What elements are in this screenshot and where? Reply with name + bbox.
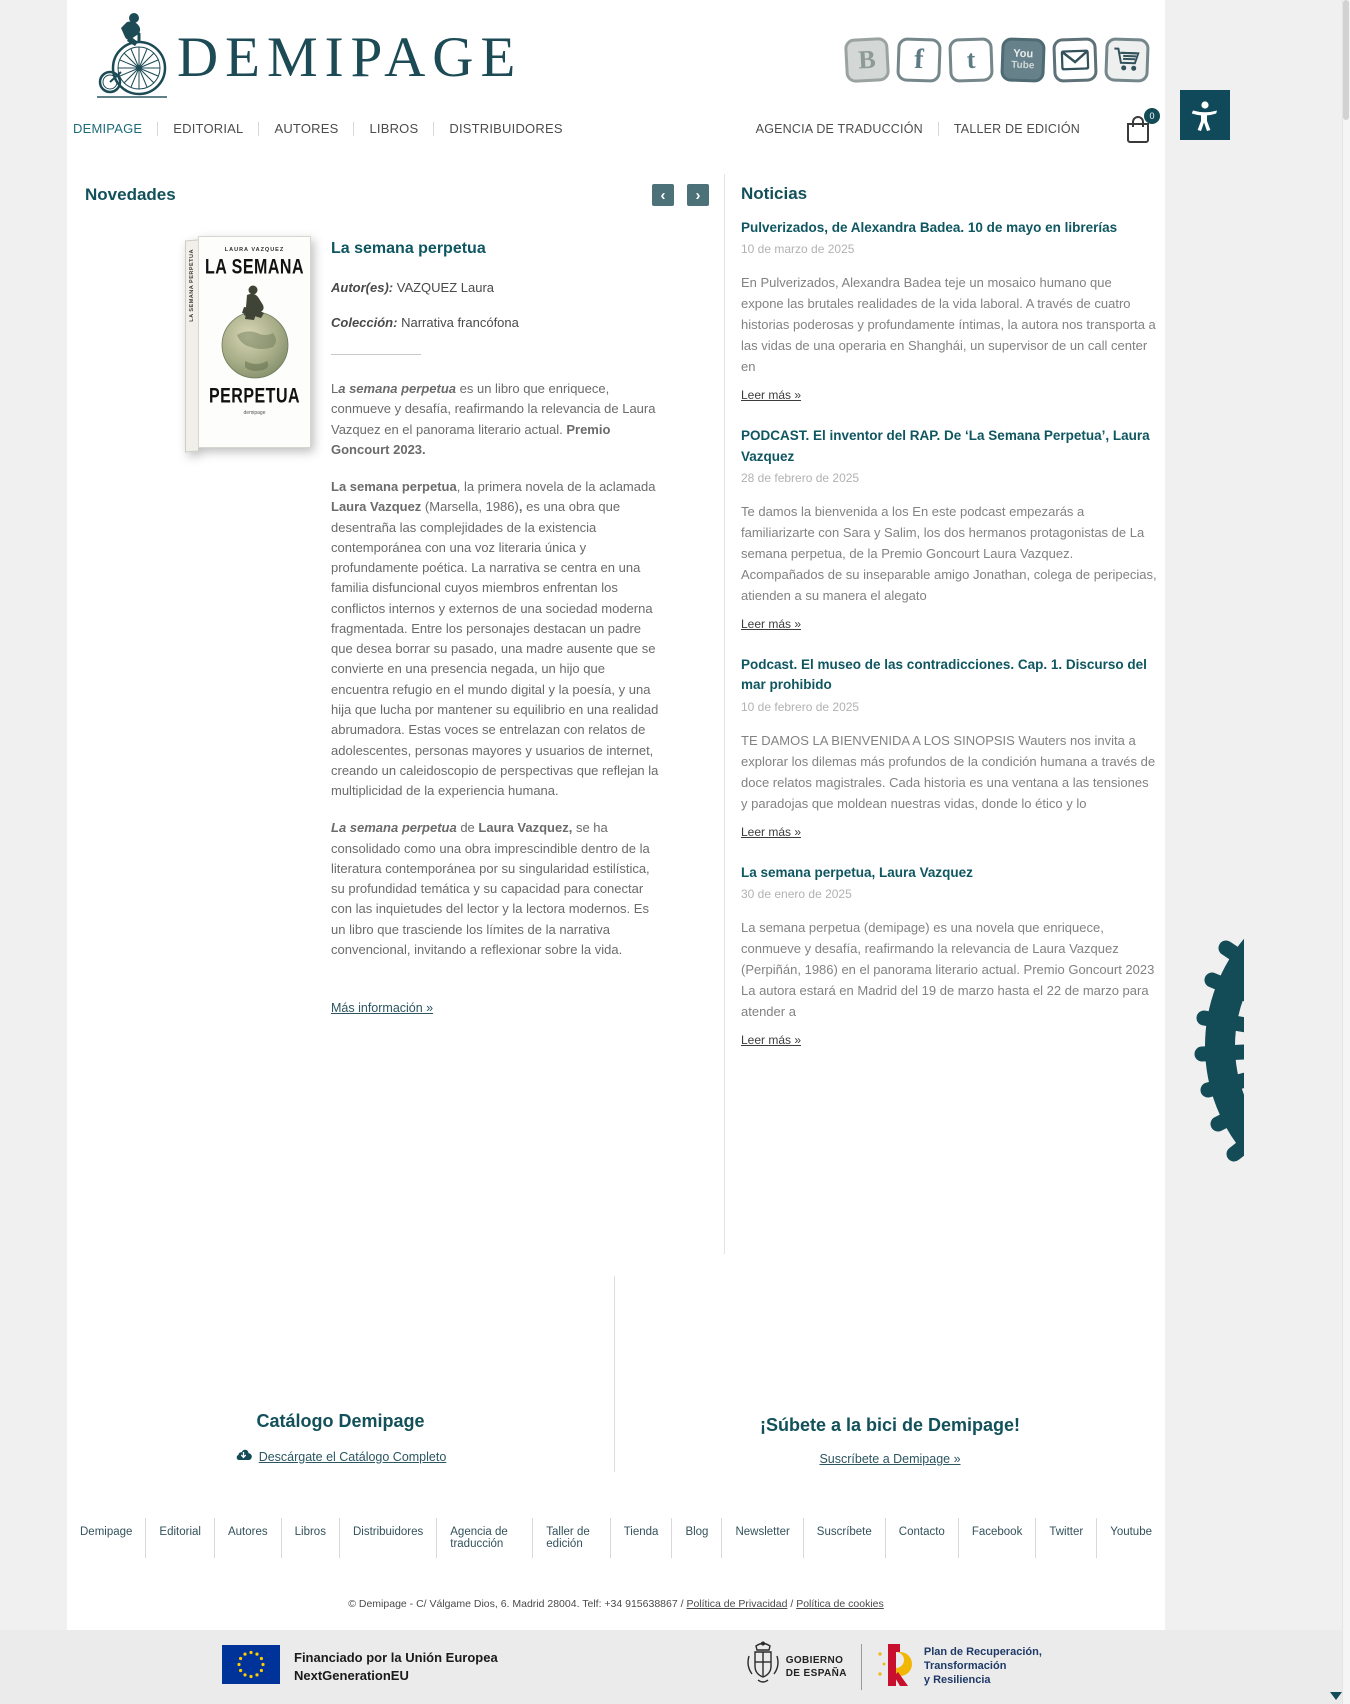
news-title-4[interactable]: La semana perpetua, Laura Vazquez [741, 864, 973, 880]
cart-social-icon[interactable] [1104, 37, 1150, 83]
subscribe-title: ¡Súbete a la bici de Demipage! [759, 1415, 1021, 1435]
nav-taller-edicion[interactable]: TALLER DE EDICIÓN [938, 122, 1095, 136]
spain-coat-of-arms-icon [746, 1640, 780, 1695]
footer-promos [67, 1276, 1165, 1472]
news-item [741, 426, 1157, 633]
main-content [67, 174, 1165, 1254]
book-paragraph-3: La semana perpetua de Laura Vazquez, se ha consolidado como una obra imprescindible dentro de la literatura contemporánea por su singularidad estilística, su profundidad temática y su capacidad para conectar con las inquietudes del lector y la lectora modernos. Es un libro que trasciende los límites de la narrativa convencional, invitando a reflexionar sobre la vida. [331, 820, 650, 957]
youtube-icon[interactable]: You Tube [1000, 37, 1046, 83]
eu-funding-text: Financiado por la Unión Europea NextGenerationEU [294, 1650, 498, 1683]
cover-publisher-text: demipage [243, 410, 266, 416]
carousel-controls [652, 184, 709, 206]
catalog-download-link[interactable]: Descárgate el Catálogo Completo [258, 1450, 447, 1464]
footer-link-tienda[interactable]: Tienda [611, 1518, 673, 1558]
cover-illustration [219, 283, 291, 384]
cart-button[interactable] [1125, 111, 1155, 143]
nav-autores[interactable]: AUTORES [258, 122, 353, 136]
prtr-logo-icon [876, 1642, 916, 1693]
accessibility-button[interactable] [1180, 90, 1230, 140]
news-date-2: 28 de febrero de 2025 [741, 470, 860, 485]
download-cloud-icon [235, 1448, 252, 1466]
book-author-line: Autor(es): VAZQUEZ Laura [331, 280, 495, 295]
more-info-link[interactable]: Más información » [331, 1001, 434, 1016]
book-author-value: VAZQUEZ Laura [396, 280, 495, 295]
footer-link-suscribete[interactable]: Suscríbete [804, 1518, 886, 1558]
blogger-icon[interactable]: B [844, 37, 890, 83]
book-spine: LA SEMANA PERPETUA [185, 240, 198, 453]
news-body-4: La semana perpetua (demipage) es una novela que enriquece, conmueve y desafía, reafirmando la relevancia de Laura Vazquez (Perpiñán, 1986) en el panorama literario actual. Premio Goncourt 2023 La autora estará en Madrid del 19 de marzo hasta el 22 de marzo para atender a [741, 920, 1155, 1020]
main-nav [67, 112, 1165, 146]
footer-link-distribuidores[interactable]: Distribuidores [340, 1518, 437, 1558]
footer-link-editorial[interactable]: Editorial [146, 1518, 215, 1558]
news-body-3: TE DAMOS LA BIENVENIDA A LOS SINOPSIS Wauters nos invita a explorar los dilemas más profundos de la condición humana a través de doce relatos magistrales. Cada historia es una ventana a las tensiones y paradojas que moldean nuestras vidas, donde lo ético y lo [741, 732, 1156, 811]
copyright-line: © Demipage - C/ Válgame Dios, 6. Madrid 28004. Telf: +34 915638867 / Política de Privacidad / Política de cookies [348, 1598, 884, 1610]
nav-left [71, 122, 578, 136]
book-feature [85, 236, 709, 1017]
footer-link-agencia[interactable]: Agencia de traducción [437, 1518, 533, 1558]
spanish-government-block [746, 1640, 1042, 1695]
novedades-title: Novedades [85, 185, 176, 204]
book-title[interactable]: La semana perpetua [331, 240, 486, 257]
novedades-section [67, 174, 724, 1254]
news-body-1: En Pulverizados, Alexandra Badea teje un mosaico humano que expone las brutales realidades de la vida laboral. A través de cuatro historias poderosas y profundamente íntimas, la autora nos transporta a las vidas de una operaria en Shanghái, un supervisor de un call center en [741, 275, 1156, 375]
book-collection-line: Colección: Narrativa francófona [331, 315, 519, 330]
book-collection-value: Narrativa francófona [401, 315, 519, 330]
nav-demipage[interactable]: DEMIPAGE [73, 121, 143, 136]
gobierno-text: GOBIERNO DE ESPAÑA [785, 1655, 847, 1679]
book-cover-image[interactable] [185, 236, 311, 448]
news-title-1[interactable]: Pulverizados, de Alexandra Badea. 10 de mayo en librerías [741, 220, 1118, 235]
footer-link-taller[interactable]: Taller de edición [533, 1518, 610, 1558]
gob-divider [861, 1644, 862, 1690]
news-item [741, 655, 1157, 841]
cart-count-badge: 0 [1144, 108, 1160, 124]
footer-link-twitter[interactable]: Twitter [1036, 1518, 1097, 1558]
social-icons [845, 38, 1149, 82]
subscribe-link[interactable]: Suscríbete a Demipage » [819, 1452, 961, 1466]
read-more-link-4[interactable]: Leer más » [741, 1033, 802, 1048]
read-more-link-3[interactable]: Leer más » [741, 824, 802, 839]
recovery-plan-text: Plan de Recuperación, Transformación y Resiliencia [923, 1646, 1042, 1686]
scroll-down-arrow[interactable] [1330, 1692, 1342, 1700]
read-more-link-2[interactable]: Leer más » [741, 617, 802, 632]
footer-link-facebook[interactable]: Facebook [959, 1518, 1037, 1558]
recovery-plan-block [876, 1642, 1042, 1693]
news-title-3[interactable]: Podcast. El museo de las contradicciones. Cap. 1. Discurso del mar prohibido [741, 657, 1147, 693]
nav-editorial[interactable]: EDITORIAL [157, 122, 258, 136]
cookies-policy-link[interactable]: Política de cookies [796, 1598, 884, 1610]
read-more-link-1[interactable]: Leer más » [741, 388, 802, 403]
subscribe-block [615, 1276, 1165, 1472]
footer-link-demipage[interactable]: Demipage [67, 1518, 146, 1558]
privacy-policy-link[interactable]: Política de Privacidad [686, 1598, 788, 1610]
cover-author-text: LAURA VAZQUEZ [224, 247, 285, 253]
news-date-1: 10 de marzo de 2025 [741, 242, 855, 257]
carousel-next-button[interactable]: › [687, 184, 709, 206]
footer-link-libros[interactable]: Libros [282, 1518, 340, 1558]
news-item [741, 218, 1157, 404]
twitter-icon[interactable]: t [948, 37, 994, 83]
nav-libros[interactable]: LIBROS [353, 122, 433, 136]
scrollbar[interactable] [1342, 0, 1350, 1704]
eu-flag-block [222, 1645, 498, 1689]
eu-flag-icon [222, 1645, 280, 1689]
book-cover-front [198, 236, 311, 448]
site-logo[interactable] [97, 12, 522, 103]
nav-agencia-traduccion[interactable]: AGENCIA DE TRADUCCIÓN [755, 122, 923, 136]
book-paragraph-1: La semana perpetua es un libro que enriquece, conmueve y desafía, reafirmando la relevancia de Laura Vazquez en el panorama literario actual. Premio Goncourt 2023. [331, 381, 656, 457]
news-item [741, 863, 1157, 1049]
catalog-block [67, 1276, 615, 1472]
footer-link-contacto[interactable]: Contacto [886, 1518, 959, 1558]
footer-link-autores[interactable]: Autores [215, 1518, 282, 1558]
news-title-2[interactable]: PODCAST. El inventor del RAP. De ‘La Semana Perpetua’, Laura Vazquez [741, 428, 1150, 464]
brand-wordmark: DEMIPAGE [177, 26, 523, 89]
penny-farthing-bicycle-icon [97, 12, 169, 103]
footer-link-newsletter[interactable]: Newsletter [722, 1518, 803, 1558]
catalog-title: Catálogo Demipage [256, 1411, 425, 1431]
eu-funding-band [0, 1630, 1342, 1704]
footer-links [67, 1518, 1165, 1558]
noticias-section [724, 174, 1165, 1254]
noticias-title: Noticias [741, 184, 808, 203]
book-paragraph-2: La semana perpetua, la primera novela de la aclamada Laura Vazquez (Marsella, 1986), es una obra que desentraña las complejidades de la existencia contemporánea con una voz literaria única y profundamente poética. La narrativa se centra en una familia disfuncional cuyos miembros enfrentan los conflictos internos y externos de una sociedad moderna fragmentada. Entre los personajes destacan un padre que desea borrar su pasado, una madre ausente que se convierte en una presencia negada, un hijo que encuentra refugio en el mundo digital y la poesía, y una hija que lucha por mantener su equilibrio en una realidad abrumadora. Estas voces se entrelazan con relatos de adolescentes, personas mayores y usuarios de internet, creando un caleidoscopio de perspectivas que reflejan la multiplicidad de la experiencia humana. [331, 479, 659, 799]
cover-title-line2: PERPETUA [208, 384, 301, 408]
news-body-2: Te damos la bienvenida a los En este podcast empezarás a familiarizarte con Sara y Salim, los dos hermanos protagonistas de La semana perpetua, de la Premio Goncourt Laura Vazquez. Acompañados de su inseparable amigo Jonathan, colega de peripecias, atienden a su manera el alegato [741, 503, 1157, 604]
scrollbar-thumb[interactable] [1343, 0, 1349, 120]
carousel-prev-button[interactable]: ‹ [652, 184, 674, 206]
page-container [67, 0, 1165, 1630]
email-icon[interactable] [1052, 37, 1098, 83]
nav-right [754, 111, 1155, 143]
footer-link-youtube[interactable]: Youtube [1110, 1526, 1152, 1538]
cover-title-line1: LA SEMANA [204, 255, 304, 279]
news-date-3: 10 de febrero de 2025 [741, 699, 860, 714]
header [67, 0, 1165, 110]
footer-link-blog[interactable]: Blog [672, 1518, 722, 1558]
facebook-icon[interactable]: f [896, 37, 942, 83]
book-info [331, 236, 665, 1017]
wheel-decoration [1164, 918, 1244, 1170]
nav-distribuidores[interactable]: DISTRIBUIDORES [433, 122, 577, 136]
meta-divider [331, 354, 421, 355]
news-date-4: 30 de enero de 2025 [741, 887, 852, 902]
